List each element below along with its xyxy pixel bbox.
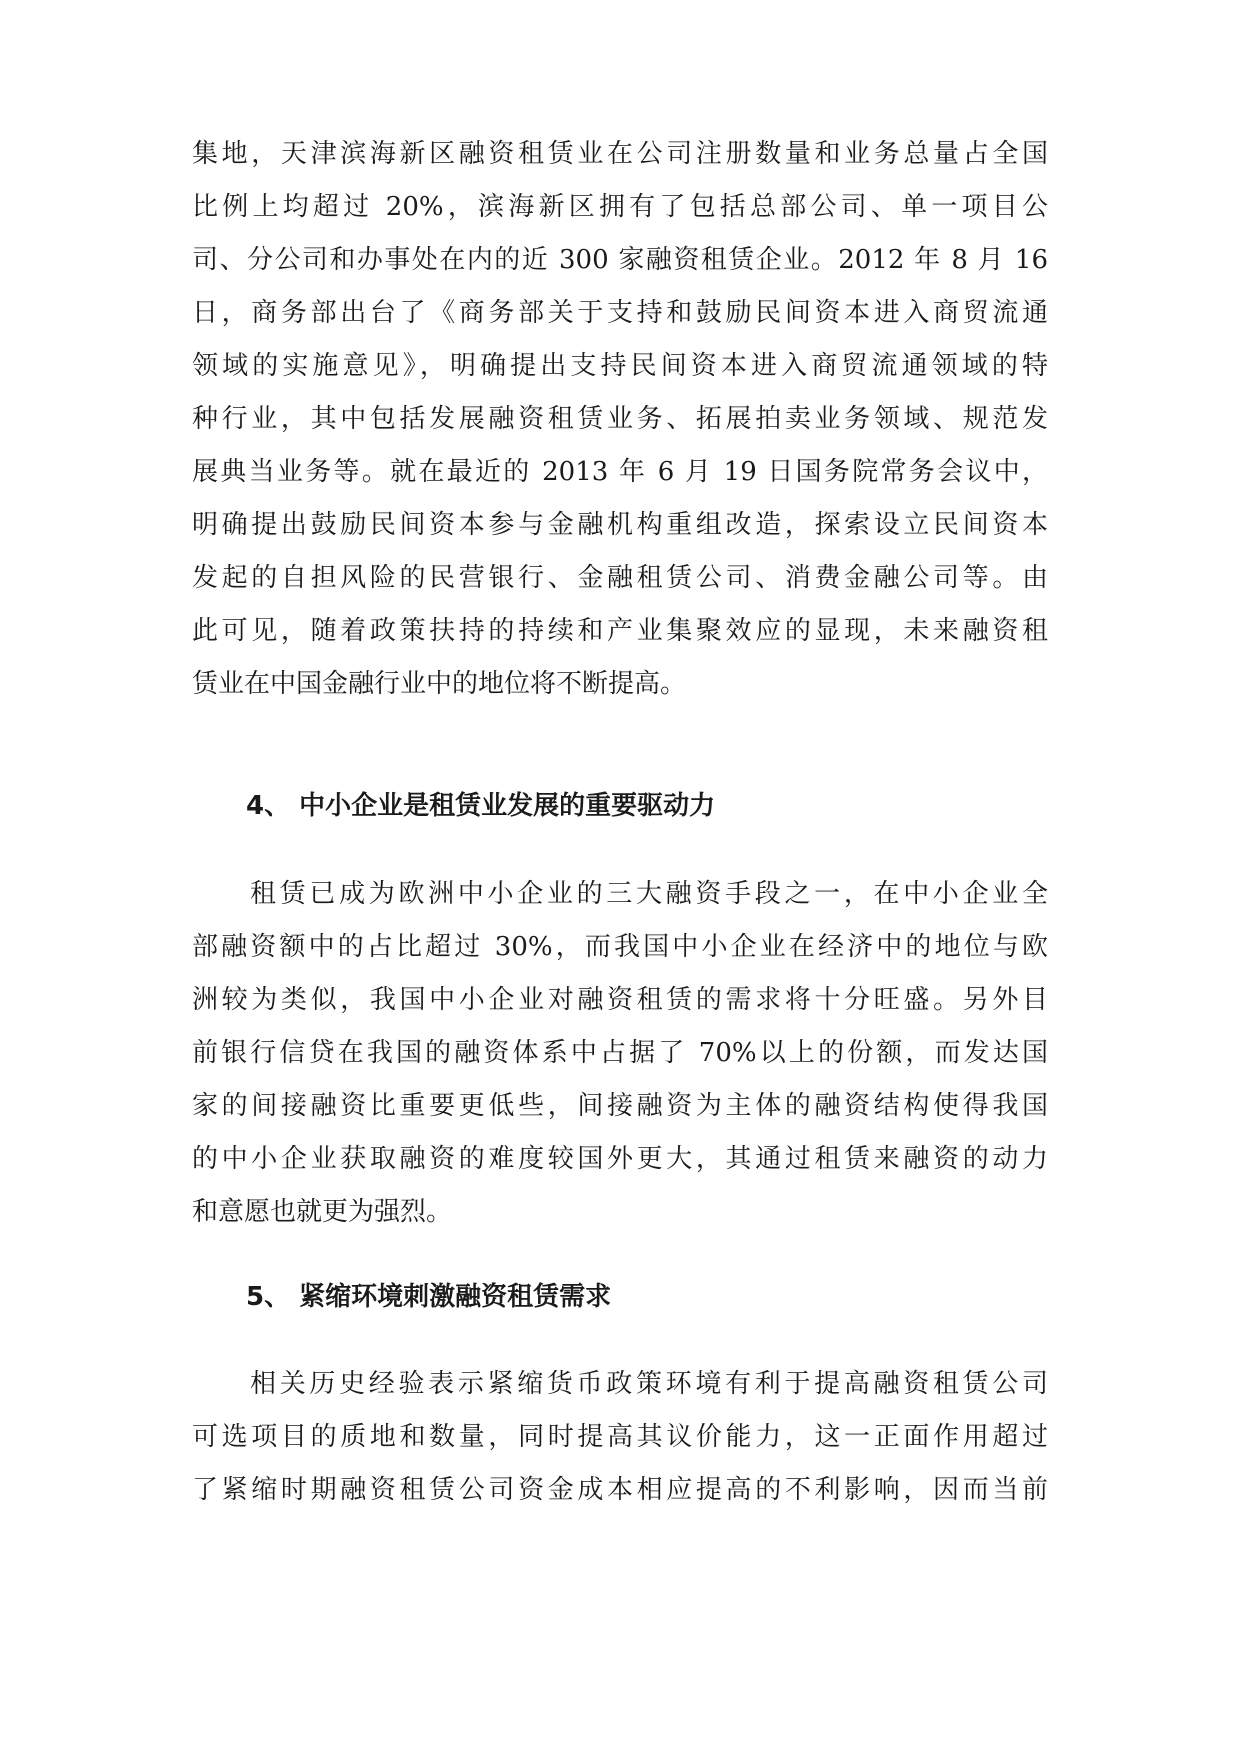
paragraph-policy-support [192,128,1048,711]
paragraph-line: 展典当业务等。就在最近的 2013 年 6 月 19 日国务院常务会议中， [192,457,1048,487]
paragraph-line: 家的间接融资比重要更低些，间接融资为主体的融资结构使得我国 [192,1091,1048,1121]
section-heading-4: 4、 中小企业是租赁业发展的重要驱动力 [246,791,716,821]
paragraph-tightening-effect [192,1358,1048,1517]
paragraph-line: 发起的自担风险的民营银行、金融租赁公司、消费金融公司等。由 [192,563,1048,593]
paragraph-line: 和意愿也就更为强烈。 [192,1197,453,1227]
section-heading-5: 5、 紧缩环境刺激融资租赁需求 [246,1282,612,1312]
paragraph-line: 明确提出鼓励民间资本参与金融机构重组改造，探索设立民间资本 [192,510,1048,540]
paragraph-line: 可选项目的质地和数量，同时提高其议价能力，这一正面作用超过 [192,1422,1048,1452]
paragraph-line: 洲较为类似，我国中小企业对融资租赁的需求将十分旺盛。另外目 [192,985,1048,1015]
paragraph-line: 赁业在中国金融行业中的地位将不断提高。 [192,669,687,699]
paragraph-line: 的中小企业获取融资的难度较国外更大，其通过租赁来融资的动力 [192,1144,1048,1174]
paragraph-line: 比例上均超过 20%，滨海新区拥有了包括总部公司、单一项目公 [192,192,1048,222]
paragraph-line: 司、分公司和办事处在内的近 300 家融资租赁企业。2012 年 8 月 16 [192,245,1048,275]
paragraph-line: 前银行信贷在我国的融资体系中占据了 70%以上的份额，而发达国 [192,1038,1048,1068]
paragraph-line: 部融资额中的占比超过 30%，而我国中小企业在经济中的地位与欧 [192,932,1048,962]
paragraph-line: 种行业，其中包括发展融资租赁业务、拓展拍卖业务领域、规范发 [192,404,1048,434]
paragraph-line: 相关历史经验表示紧缩货币政策环境有利于提高融资租赁公司 [250,1369,1048,1399]
paragraph-line: 租赁已成为欧洲中小企业的三大融资手段之一，在中小企业全 [250,879,1048,909]
paragraph-line: 领域的实施意见》，明确提出支持民间资本进入商贸流通领域的特 [192,351,1048,381]
paragraph-sme-demand [192,868,1048,1239]
paragraph-line: 集地，天津滨海新区融资租赁业在公司注册数量和业务总量占全国 [192,139,1048,169]
paragraph-line: 了紧缩时期融资租赁公司资金成本相应提高的不利影响，因而当前 [192,1475,1048,1505]
paragraph-line: 此可见，随着政策扶持的持续和产业集聚效应的显现，未来融资租 [192,616,1048,646]
paragraph-line: 日，商务部出台了《商务部关于支持和鼓励民间资本进入商贸流通 [192,298,1048,328]
